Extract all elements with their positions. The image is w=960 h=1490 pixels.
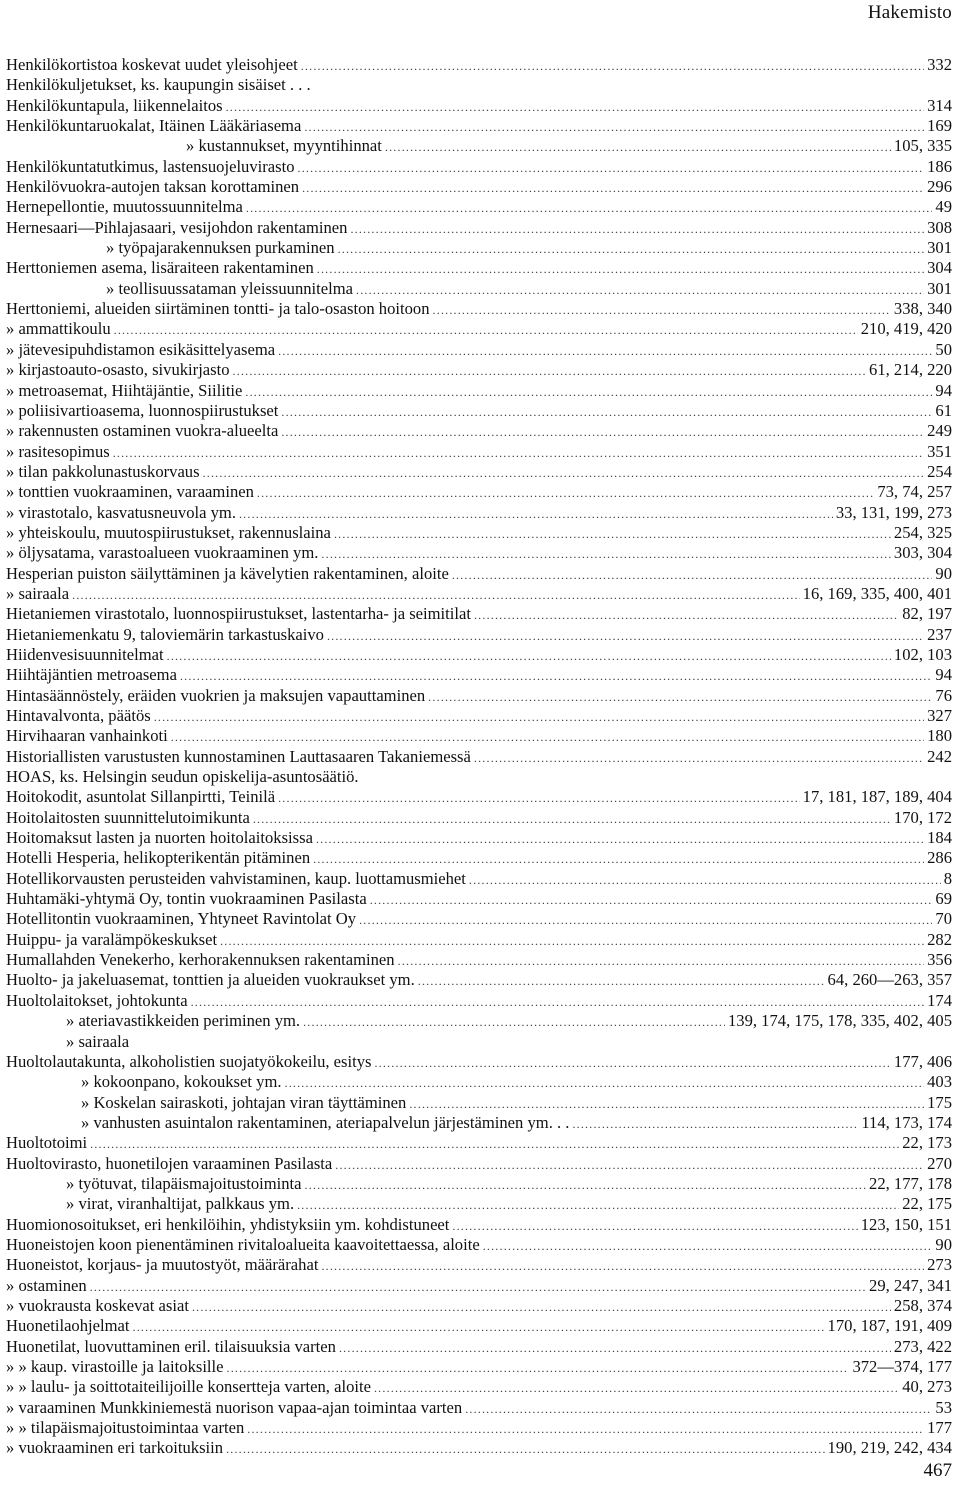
index-entry-pages: 338, 340: [893, 299, 952, 319]
index-entry: [6, 1215, 952, 1235]
index-entry-text: Huonetilaohjelmat: [6, 1316, 130, 1336]
dot-leader: [171, 727, 924, 747]
dot-leader: [90, 1277, 866, 1297]
dot-leader: [301, 56, 924, 76]
index-entry-text: » virastotalo, kasvatusneuvola ym.: [6, 502, 236, 522]
index-entry: [6, 1154, 952, 1174]
index-entry: [6, 747, 952, 767]
dot-leader: [239, 504, 833, 524]
index-entry-pages: 61, 214, 220: [869, 360, 952, 380]
index-entry-text: HOAS, ks. Helsingin seudun opiskelija-asuntosäätiö.: [6, 767, 359, 787]
dot-leader: [350, 219, 924, 239]
index-entry: [6, 970, 952, 990]
dot-leader: [474, 748, 924, 768]
dot-leader: [465, 1399, 932, 1419]
index-entry-text: » kustannukset, myyntihinnat: [186, 136, 382, 156]
index-entry-text: Hotellitontin vuokraaminen, Yhtyneet Ravintolat Oy: [6, 909, 357, 929]
index-entry-pages: 254: [927, 461, 952, 481]
index-entry-text: Huonetilat, luovuttaminen eril. tilaisuuksia varten: [6, 1336, 336, 1356]
page-number: 467: [923, 1460, 952, 1481]
index-entry: [6, 930, 952, 950]
dot-leader: [303, 1012, 725, 1032]
dot-leader: [281, 402, 932, 422]
dot-leader: [285, 1073, 925, 1093]
dot-leader: [370, 890, 933, 910]
index-entry: [6, 848, 952, 868]
index-entry-pages: 73, 74, 257: [877, 482, 952, 502]
index-entry-pages: 190, 219, 242, 434: [827, 1438, 952, 1458]
index-entry-text: » Koskelan sairaskoti, johtajan viran täyttäminen: [81, 1092, 407, 1112]
index-entry-text: » ostaminen: [6, 1275, 87, 1295]
index-entry-text: Hernepellontie, muutossuunnitelma: [6, 197, 243, 217]
index-entry-text: Huoltovirasto, huonetilojen varaaminen Pasilasta: [6, 1153, 333, 1173]
index-entry-text: Huoltolaitokset, johtokunta: [6, 990, 188, 1010]
running-header: Hakemisto: [867, 2, 952, 23]
dot-leader: [113, 443, 924, 463]
index-entry: [6, 1316, 952, 1336]
index-entry: [6, 665, 952, 685]
index-entry: [6, 645, 952, 665]
index-entry-text: Huhtamäki-yhtymä Oy, tontin vuokraaminen Pasilasta: [6, 889, 367, 909]
index-entry: [6, 157, 952, 177]
index-entry-pages: 70: [935, 909, 952, 929]
index-entry-text: » kokoonpano, kokoukset ym.: [81, 1072, 282, 1092]
dot-leader: [433, 300, 891, 320]
index-entry-pages: 403: [927, 1072, 952, 1092]
dot-leader: [167, 646, 891, 666]
index-entry: [6, 726, 952, 746]
index-entry-pages: 286: [927, 848, 952, 868]
index-entry: [6, 218, 952, 238]
index-entry: [6, 1255, 952, 1275]
index-entry: [6, 381, 952, 401]
index-entry-pages: 308: [927, 217, 952, 237]
dot-leader: [428, 687, 932, 707]
dot-leader: [338, 239, 925, 259]
dot-leader: [374, 1378, 899, 1398]
index-entry: [6, 503, 952, 523]
index-entry-pages: 332: [927, 55, 952, 74]
index-entry-text: Herttoniemen asema, lisäraiteen rakentaminen: [6, 258, 314, 278]
index-entry: [6, 523, 952, 543]
index-entry: [6, 991, 952, 1011]
index-entry-pages: 258, 374: [893, 1295, 952, 1315]
index-entry-text: » rasitesopimus: [6, 441, 110, 461]
index-entry: [6, 1235, 952, 1255]
index-entry-pages: 94: [935, 380, 952, 400]
dot-leader: [474, 605, 899, 625]
dot-leader: [278, 788, 800, 808]
dot-leader: [398, 951, 925, 971]
index-entry-text: Hietaniemen virastotalo, luonnospiirustukset, lastentarha- ja seimitilat: [6, 604, 471, 624]
index-entry-pages: 22, 175: [902, 1194, 952, 1214]
index-entry-text: Henkilökuntaruokalat, Itäinen Lääkäriasema: [6, 116, 302, 136]
index-entry: [6, 1072, 952, 1092]
index-entry: [6, 808, 952, 828]
dot-leader: [72, 585, 800, 605]
index-entry-pages: 254, 325: [893, 522, 952, 542]
index-entry-text: Henkilökuntatutkimus, lastensuojeluvirasto: [6, 156, 295, 176]
index-entry-pages: 270: [927, 1153, 952, 1173]
index-entry-text: » teollisuussataman yleissuunnitelma: [106, 278, 354, 298]
index-entry-text: Hietaniemenkatu 9, taloviemärin tarkastuskaivo: [6, 624, 324, 644]
index-entry-pages: 273: [927, 1255, 952, 1275]
index-entry-text: Huoneistot, korjaus- ja muutostyöt, määrärahat: [6, 1255, 319, 1275]
index-entry-pages: 82, 197: [902, 604, 952, 624]
index-entry-pages: 105, 335: [893, 136, 952, 156]
index-entry-text: Herttoniemi, alueiden siirtäminen tontti- ja talo-osaston hoitoon: [6, 299, 430, 319]
dot-leader: [191, 992, 925, 1012]
index-entry-pages: 139, 174, 175, 178, 335, 402, 405: [727, 1011, 952, 1031]
index-entry: [6, 360, 952, 380]
dot-leader: [452, 1216, 857, 1236]
index-entry-text: Hoitolaitosten suunnittelutoimikunta: [6, 807, 250, 827]
index-entry-pages: 123, 150, 151: [860, 1214, 952, 1234]
dot-leader: [226, 97, 925, 117]
index-entry-text: » sairaala: [6, 583, 70, 603]
index-entry-text: » öljysatama, varastoalueen vuokraaminen ym.: [6, 543, 319, 563]
index-entry: [6, 564, 952, 584]
index-entry-pages: 175: [927, 1092, 952, 1112]
index-entry: [6, 136, 952, 156]
dot-leader: [247, 1419, 924, 1439]
dot-leader: [226, 1439, 824, 1459]
dot-leader: [321, 1256, 924, 1276]
index-entry-pages: 170, 172: [893, 807, 952, 827]
index-entry: [6, 421, 952, 441]
dot-leader: [180, 666, 932, 686]
index-entry-text: Hoitomaksut lasten ja nuorten hoitolaitoksissa: [6, 828, 313, 848]
index-entry: [6, 869, 952, 889]
index-entry-pages: 22, 173: [902, 1133, 952, 1153]
dot-leader: [385, 137, 891, 157]
index-entry-text: » jätevesipuhdistamon esikäsittelyasema: [6, 339, 276, 359]
index-entry-pages: 61: [935, 400, 952, 420]
index-entry-text: » ateriavastikkeiden periminen ym.: [66, 1011, 301, 1031]
index-entry-text: » poliisivartioasema, luonnospiirustukset: [6, 400, 279, 420]
index-entry-text: Henkilökuljetukset, ks. kaupungin sisäiset . . .: [6, 75, 311, 95]
index-entry-pages: 50: [935, 339, 952, 359]
dot-leader: [133, 1317, 825, 1337]
index-entry-pages: 94: [935, 665, 952, 685]
index-entry: [6, 1357, 952, 1377]
index-entry-pages: 90: [935, 1234, 952, 1254]
index-entry-text: » ammattikoulu: [6, 319, 111, 339]
index-entry: [6, 686, 952, 706]
index-entry: [6, 96, 952, 116]
index-entry: [6, 1377, 952, 1397]
index-entry-pages: 40, 273: [902, 1377, 952, 1397]
dot-leader: [278, 341, 932, 361]
index-entry: [6, 1011, 952, 1031]
index-entry: [6, 767, 952, 787]
dot-leader: [327, 626, 924, 646]
index-entry-pages: 237: [927, 624, 952, 644]
dot-leader: [572, 1114, 858, 1134]
index-entry: [6, 909, 952, 929]
dot-leader: [339, 1338, 891, 1358]
index-entry-text: » varaaminen Munkkiniemestä nuorison vapaa-ajan toimintaa varten: [6, 1397, 463, 1417]
index-entry: [6, 828, 952, 848]
index-entry: [6, 543, 952, 563]
index-entry: [6, 1052, 952, 1072]
index-entry-text: » » kaup. virastoille ja laitoksille: [6, 1357, 224, 1376]
index-entry-text: Hoitokodit, asuntolat Sillanpirtti, Teinilä: [6, 787, 276, 807]
index-entry-text: Huolto- ja jakeluasemat, tonttien ja alueiden vuokraukset ym.: [6, 970, 415, 990]
index-entry: [6, 319, 952, 339]
dot-leader: [304, 117, 924, 137]
index-entry-text: » yhteiskoulu, muutospiirustukset, rakennuslaina: [6, 522, 331, 542]
index-entry-pages: 22, 177, 178: [869, 1173, 952, 1193]
index-entry-pages: 169: [927, 116, 952, 136]
index-entry-text: Hintavalvonta, päätös: [6, 706, 151, 725]
index-entry-text: » tilan pakkolunastuskorvaus: [6, 461, 200, 481]
index-entry-pages: 114, 173, 174: [861, 1112, 952, 1132]
index-entry-text: » sairaala: [66, 1031, 130, 1051]
index-entry-pages: 17, 181, 187, 189, 404: [802, 787, 952, 807]
index-entry: [6, 1438, 952, 1458]
dot-leader: [246, 198, 933, 218]
index-entry: [6, 258, 952, 278]
dot-leader: [203, 463, 925, 483]
dot-leader: [90, 1134, 899, 1154]
index-entry: [6, 1032, 952, 1052]
index-entry-pages: 16, 169, 335, 400, 401: [802, 583, 952, 603]
index-entry-text: » vanhusten asuintalon rakentaminen, ateriapalvelun järjestäminen ym. . .: [81, 1112, 570, 1132]
index-entry: [6, 116, 952, 136]
index-entry: [6, 1174, 952, 1194]
dot-leader: [317, 259, 924, 279]
index-entry-text: Hirvihaaran vanhainkoti: [6, 726, 168, 746]
dot-leader: [452, 565, 933, 585]
index-entry-pages: 296: [927, 177, 952, 197]
index-entry-text: » » laulu- ja soittotaiteilijoille konsertteja varten, aloite: [6, 1377, 371, 1397]
index-entry-pages: 76: [935, 685, 952, 705]
index-entry: [6, 706, 952, 726]
dot-leader: [483, 1236, 933, 1256]
index-entry-text: Henkilökortistoa koskevat uudet yleisohjeet: [6, 55, 298, 74]
index-entry-text: » tonttien vuokraaminen, varaaminen: [6, 482, 254, 502]
dot-leader: [233, 361, 867, 381]
index-entry: [6, 1113, 952, 1133]
index-entry-pages: 102, 103: [893, 644, 952, 664]
index-entry: [6, 1337, 952, 1357]
index-entry: [6, 1418, 952, 1438]
dot-leader: [253, 809, 891, 829]
index-entry: [6, 625, 952, 645]
dot-leader: [356, 280, 924, 300]
index-entry-text: » » tilapäismajoitustoimintaa varten: [6, 1418, 245, 1438]
index-entry-text: » metroasemat, Hiihtäjäntie, Siilitie: [6, 380, 243, 400]
dot-leader: [227, 1358, 850, 1378]
index-entry-text: Huippu- ja varalämpökeskukset: [6, 929, 218, 949]
index-entry: [6, 889, 952, 909]
index-entry-text: Hotellikorvausten perusteiden vahvistaminen, kaup. luottamusmiehet: [6, 868, 466, 888]
index-entry: [6, 75, 952, 95]
dot-leader: [359, 910, 932, 930]
index-entry-pages: 184: [927, 828, 952, 848]
index-entry: [6, 1398, 952, 1418]
index-entry-pages: 29, 247, 341: [869, 1275, 952, 1295]
index-entry-text: » virat, viranhaltijat, palkkaus ym.: [66, 1194, 295, 1214]
index-entry: [6, 401, 952, 421]
dot-leader: [334, 524, 891, 544]
index-entry-text: Hiihtäjäntien metroasema: [6, 665, 177, 685]
dot-leader: [302, 178, 924, 198]
dot-leader: [335, 1155, 924, 1175]
index-entry: [6, 604, 952, 624]
index-entry-pages: 301: [927, 238, 952, 258]
index-entry: [6, 1093, 952, 1113]
index-entry: [6, 482, 952, 502]
index-entry-pages: 33, 131, 199, 273: [835, 502, 952, 522]
index-entry-text: » työtuvat, tilapäismajoitustoiminta: [66, 1173, 302, 1193]
index-entry-text: » työpajarakennuksen purkaminen: [106, 238, 335, 258]
index-entry-text: Henkilövuokra-autojen taksan korottaminen: [6, 177, 300, 197]
index-entry-text: Hintasäännöstely, eräiden vuokrien ja maksujen vapauttaminen: [6, 685, 426, 705]
dot-leader: [409, 1094, 924, 1114]
index-entry: [6, 1194, 952, 1214]
index-entry-pages: 8: [943, 868, 952, 888]
index-entry-pages: 49: [935, 197, 952, 217]
index-entry-pages: 90: [935, 563, 952, 583]
index-entry-pages: 242: [927, 746, 952, 766]
index-entry-text: Huomionosoitukset, eri henkilöihin, yhdistyksiin ym. kohdistuneet: [6, 1214, 450, 1234]
index-entry-text: Henkilökuntapula, liikennelaitos: [6, 95, 223, 115]
index-entry-pages: 186: [927, 156, 952, 176]
index-entry: [6, 1133, 952, 1153]
index-entry: [6, 584, 952, 604]
index-entry-pages: 303, 304: [893, 543, 952, 563]
index-entry-text: » rakennusten ostaminen vuokra-alueelta: [6, 421, 279, 441]
index-entry-pages: 249: [927, 421, 952, 441]
index-entry-text: Humallahden Venekerho, kerhorakennuksen rakentaminen: [6, 950, 395, 970]
index-entry-pages: 174: [927, 990, 952, 1010]
index-entry-text: Hernesaari—Pihlajasaari, vesijohdon rakentaminen: [6, 217, 348, 237]
index-entry-pages: 69: [935, 889, 952, 909]
index-entry-pages: 210, 419, 420: [860, 319, 952, 339]
index-entry-list: [6, 55, 952, 1459]
index-entry-text: Huoneistojen koon pienentäminen rivitaloalueita kaavoitettaessa, aloite: [6, 1234, 480, 1254]
index-entry-pages: 282: [927, 929, 952, 949]
index-entry: [6, 55, 952, 75]
index-entry-pages: 351: [927, 441, 952, 461]
dot-leader: [154, 707, 924, 727]
index-entry-pages: 180: [927, 726, 952, 746]
dot-leader: [297, 1195, 899, 1215]
index-entry-pages: 273, 422: [893, 1336, 952, 1356]
index-entry: [6, 299, 952, 319]
dot-leader: [257, 483, 874, 503]
index-entry-pages: 301: [927, 278, 952, 298]
dot-leader: [245, 382, 932, 402]
index-entry: [6, 950, 952, 970]
index-entry-pages: 177: [927, 1418, 952, 1438]
dot-leader: [281, 422, 924, 442]
index-entry-text: Huoltolautakunta, alkoholistien suojatyökokeilu, esitys: [6, 1051, 372, 1071]
dot-leader: [374, 1053, 890, 1073]
index-entry-text: Huoltotoimi: [6, 1133, 88, 1153]
dot-leader: [418, 971, 825, 991]
dot-leader: [469, 870, 941, 890]
index-entry-pages: 64, 260—263, 357: [827, 970, 952, 990]
index-entry: [6, 177, 952, 197]
index-entry-pages: 372—374, 177: [852, 1357, 952, 1376]
index-entry: [6, 340, 952, 360]
index-entry: [6, 1296, 952, 1316]
dot-leader: [220, 931, 924, 951]
dot-leader: [114, 320, 858, 340]
index-entry: [6, 279, 952, 299]
index-entry-pages: 53: [935, 1397, 952, 1417]
index-entry-text: Hiidenvesisuunnitelmat: [6, 644, 164, 664]
index-entry: [6, 197, 952, 217]
index-entry-pages: 304: [927, 258, 952, 278]
index-entry-text: Hesperian puiston säilyttäminen ja kävelytien rakentaminen, aloite: [6, 563, 449, 583]
index-entry-text: » vuokrausta koskevat asiat: [6, 1295, 189, 1315]
dot-leader: [316, 829, 924, 849]
index-entry-text: » kirjastoauto-osasto, sivukirjasto: [6, 360, 230, 380]
index-entry: [6, 462, 952, 482]
dot-leader: [192, 1297, 891, 1317]
index-entry-pages: 356: [927, 950, 952, 970]
index-entry: [6, 442, 952, 462]
dot-leader: [321, 544, 891, 564]
dot-leader: [305, 1175, 867, 1195]
dot-leader: [298, 158, 925, 178]
index-entry: [6, 787, 952, 807]
index-entry: [6, 1276, 952, 1296]
index-entry-text: Hotelli Hesperia, helikopterikentän pitäminen: [6, 848, 311, 868]
index-entry-text: Historiallisten varustusten kunnostaminen Lauttasaaren Takaniemessä: [6, 746, 471, 766]
index-entry-pages: 170, 187, 191, 409: [827, 1316, 952, 1336]
index-entry-pages: 327: [927, 706, 952, 725]
index-entry-text: » vuokraaminen eri tarkoituksiin: [6, 1438, 224, 1458]
index-entry-pages: 314: [927, 95, 952, 115]
index-entry: [6, 238, 952, 258]
index-entry-pages: 177, 406: [893, 1051, 952, 1071]
dot-leader: [313, 849, 924, 869]
